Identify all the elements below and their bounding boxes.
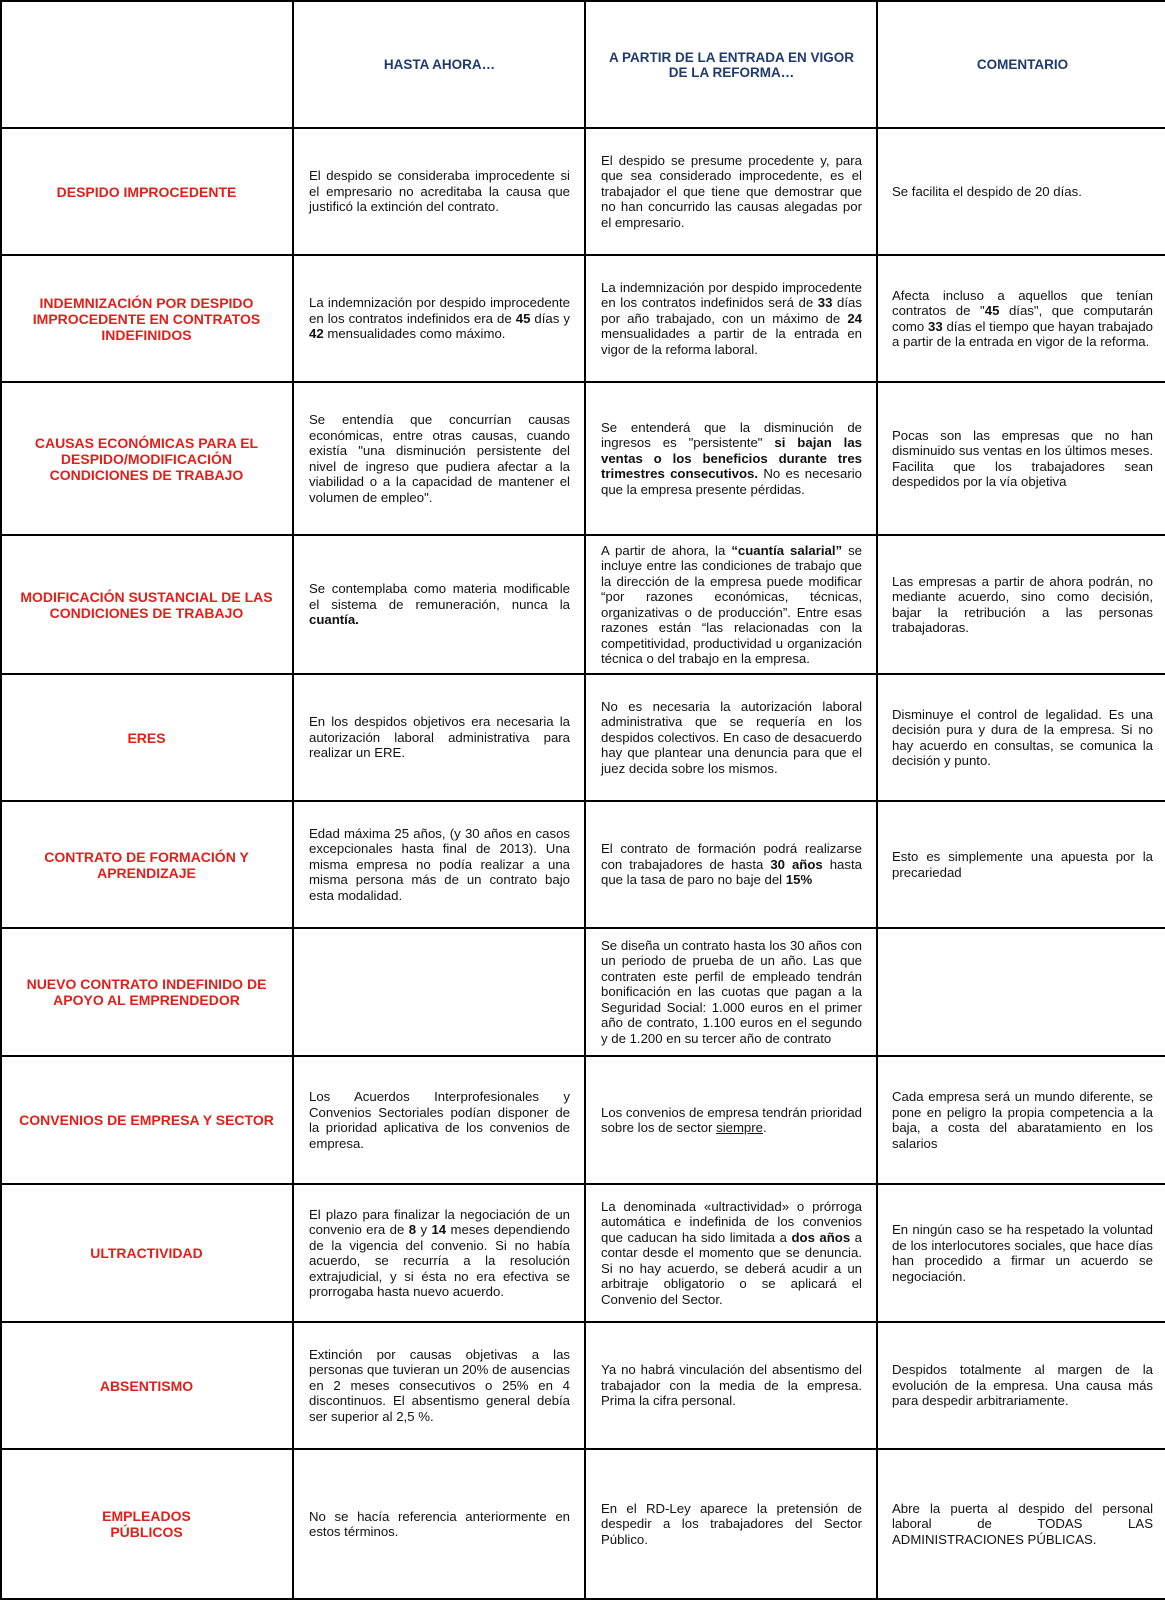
bold-run: 8 <box>408 1222 417 1237</box>
after-cell <box>587 383 877 534</box>
before-text <box>309 168 570 215</box>
before-cell <box>295 802 585 927</box>
row-title: CONTRATO DE FORMACIÓN Y APRENDIZAJE <box>44 848 249 881</box>
text-run: días por año trabajado, con un máximo de <box>601 295 862 326</box>
text-run: No se hacía referencia anteriormente en estos términos. <box>309 1508 570 1539</box>
before-text <box>309 295 570 342</box>
row-title: ULTRACTIVIDAD <box>90 1245 203 1261</box>
header-after: A PARTIR DE LA ENTRADA EN VIGOR DE LA REFORMA… <box>608 49 854 80</box>
text-run: El despido se consideraba improcedente si el empresario no acreditaba la causa que justificó la extinción del contrato. <box>309 168 570 215</box>
comment-text <box>892 1362 1153 1409</box>
comment-text <box>892 428 1153 490</box>
bold-run: “cuantía salarial” <box>731 542 843 558</box>
text-run: El contrato de formación podrá realizarse con trabajadores de hasta <box>601 841 862 872</box>
row-title-cell <box>0 256 293 381</box>
before-text <box>309 1347 570 1425</box>
underlined-run: siempre <box>716 1120 763 1135</box>
after-text <box>601 543 862 667</box>
text-run: En el RD-Ley aparece la pretensión de despedir a los trabajadores del Sector Público. <box>601 1500 862 1547</box>
row-title-cell <box>0 1057 293 1183</box>
row-title: CONVENIOS DE EMPRESA Y SECTOR <box>19 1112 274 1128</box>
text-run: Disminuye el control de legalidad. Es una decisión pura y dura de la empresa. Si no hay acuerdo en consultas, se comunica la decisión y punto. <box>892 706 1153 768</box>
before-cell <box>295 536 585 673</box>
after-cell <box>587 1057 877 1183</box>
text-run: Edad máxima 25 años, (y 30 años en casos excepcionales hasta final de 2013). Una misma empresa no podía realizar a una misma persona más de un contrato bajo esta modalidad. <box>309 825 570 903</box>
row-title: CAUSAS ECONÓMICAS PARA EL DESPIDO/MODIFICACIÓN CONDICIONES DE TRABAJO <box>34 434 259 483</box>
after-text <box>601 420 862 498</box>
row-title: ERES <box>127 729 166 746</box>
before-text <box>309 826 570 904</box>
text-run: Los Acuerdos Interprofesionales y Convenios Sectoriales podían disponer de la prioridad aplicativa de los convenios de empresa. <box>309 1089 570 1151</box>
comment-cell <box>879 129 1165 254</box>
text-run: Las empresas a partir de ahora podrán, no mediante acuerdo, sino como decisión, bajar la retribución a las personas trabajadoras. <box>892 573 1153 635</box>
row-title-cell <box>0 675 293 800</box>
comment-cell <box>879 802 1165 927</box>
text-run: días el tiempo que hayan trabajado a partir de la entrada en vigor de la reforma. <box>892 318 1153 349</box>
comment-cell <box>879 383 1165 534</box>
text-run: Se contemplaba como materia modificable el sistema de remuneración, nunca la <box>309 581 570 612</box>
comment-text <box>892 574 1153 636</box>
after-cell <box>587 129 877 254</box>
text-run: a contar desde el momento que se denuncia. Si no hay acuerdo, se deberá acudir a un arbitraje obligatorio o se aplicará el Convenio del Sector. <box>601 1229 862 1307</box>
text-run: Cada empresa será un mundo diferente, se pone en peligro la propia competencia a la baja, a costa del abaratamiento en los salarios <box>892 1089 1153 1151</box>
text-run: días", que computarán como <box>892 303 1154 334</box>
after-text <box>601 699 862 777</box>
after-cell <box>587 536 877 673</box>
after-text <box>601 1105 862 1136</box>
comment-cell <box>879 536 1165 673</box>
after-cell <box>587 675 877 800</box>
comment-text <box>892 1089 1153 1151</box>
text-run: A partir de ahora, la <box>601 542 732 558</box>
before-cell <box>295 1057 585 1183</box>
after-cell <box>587 1323 877 1448</box>
text-run: Se entenderá que la disminución de ingresos es "persistente" <box>601 419 862 451</box>
before-text <box>309 412 570 505</box>
before-text <box>309 714 570 761</box>
header-after-cell <box>587 0 877 129</box>
row-title-cell <box>0 1185 293 1321</box>
before-text <box>309 1509 570 1540</box>
bold-run: 33 <box>817 295 833 311</box>
after-text <box>601 841 862 888</box>
row-title: INDEMNIZACIÓN POR DESPIDO IMPROCEDENTE EN CONTRATOS INDEFINIDOS <box>32 294 261 343</box>
after-text <box>601 280 862 358</box>
row-title: EMPLEADOS PÚBLICOS <box>102 1508 191 1540</box>
comment-text <box>892 849 1153 880</box>
bold-run: 33 <box>928 318 943 334</box>
comment-cell <box>879 1057 1165 1183</box>
before-cell <box>295 1323 585 1448</box>
text-run: días y <box>530 310 570 326</box>
text-run: hasta que la tasa de paro no baje del <box>601 856 862 888</box>
row-title-cell <box>0 383 293 534</box>
text-run: Despidos totalmente al margen de la evolución de la empresa. Una causa más para despedir arbitrariamente. <box>892 1362 1153 1409</box>
bold-run: si bajan las ventas o los beneficios durante tres trimestres consecutivos. <box>601 435 862 482</box>
text-run: Los convenios de empresa tendrán prioridad sobre los de sector <box>601 1104 862 1135</box>
comment-text <box>892 184 1153 200</box>
text-run: y <box>416 1222 432 1237</box>
text-run: Abre la puerta al despido del personal laboral de TODAS LAS ADMINISTRACIONES PÚBLICAS. <box>892 1500 1153 1547</box>
bold-run: 15% <box>785 872 813 888</box>
header-empty-cell <box>0 0 293 129</box>
row-title-cell <box>0 1450 293 1598</box>
text-run: Se entendía que concurrían causas económicas, entre otras causas, cuando existía "una disminución persistente del nivel de ingreso que pudiera afectar a la viabilidad o a la capacidad de mantener el volumen de empleo". <box>309 412 570 505</box>
header-before: HASTA AHORA… <box>383 57 496 72</box>
row-title-cell <box>0 129 293 254</box>
comment-cell <box>879 1323 1165 1448</box>
text-run: mensualidades a partir de la entrada en vigor de la reforma laboral. <box>601 326 862 357</box>
row-title: MODIFICACIÓN SUSTANCIAL DE LAS CONDICIONES DE TRABAJO <box>20 588 273 621</box>
text-run: En los despidos objetivos era necesaria la autorización laboral administrativa para realizar un ERE. <box>309 714 570 761</box>
text-run: Esto es simplemente una apuesta por la precariedad <box>892 849 1153 880</box>
text-run: No es necesario que la empresa presente pérdidas. <box>601 466 862 497</box>
comment-text <box>892 288 1153 350</box>
before-cell <box>295 1185 585 1321</box>
header-comment-cell <box>879 0 1165 129</box>
text-run: Extinción por causas objetivas a las personas que tuvieran un 20% de ausencias en 2 meses consecutivos o 25% en 4 discontinuos. El absentismo general debía ser superior al 2,5 %. <box>309 1346 570 1424</box>
bold-run: 14 <box>431 1222 447 1237</box>
after-cell <box>587 1450 877 1598</box>
bold-run: 45 <box>984 303 1000 318</box>
after-text <box>601 1362 862 1409</box>
before-cell <box>295 256 585 381</box>
row-title-cell <box>0 929 293 1055</box>
text-run: La denominada «ultractividad» o prórroga automática e indefinida de los convenios que caducan ha sido limitada a <box>601 1198 862 1245</box>
bold-run: 45 <box>515 310 531 326</box>
text-run: Se diseña un contrato hasta los 30 años con un periodo de prueba de un año. Las que contraten este perfil de empleado tendrán bonificación en las cuotas que pagan a la Seguridad Social: 1.000 euros en el primer año de contrato, 1.100 euros en el segundo y de 1.200 en su tercer año de contrato <box>601 937 862 1046</box>
before-cell <box>295 129 585 254</box>
after-text <box>601 1199 862 1308</box>
text-run: se incluye entre las condiciones de trabajo que la dirección de la empresa puede modificar “por razones económicas, técnicas, organizativas o de producción”. Entre esas razones están “las relacionadas con la competitividad, productividad u organización técnica o del trabajo en la empresa. <box>601 542 863 666</box>
text-run: Afecta incluso a aquellos que tenían contratos de " <box>892 287 1153 318</box>
comment-cell <box>879 675 1165 800</box>
bold-run: 24 <box>847 310 862 326</box>
text-run: mensualidades como máximo. <box>323 326 506 342</box>
row-title-cell <box>0 802 293 927</box>
bold-run: 30 años <box>770 856 823 872</box>
comment-text <box>892 707 1153 769</box>
comment-text <box>892 1222 1153 1284</box>
text-run: No es necesaria la autorización laboral administrativa que se requería en los despidos colectivos. En caso de desacuerdo hay que plantear una denuncia para que el juez decida sobre los mismos. <box>601 698 862 776</box>
bold-run: dos años <box>791 1229 851 1245</box>
before-cell <box>295 383 585 534</box>
text-run: La indemnización por despido improcedente en los contratos indefinidos será de <box>601 279 862 311</box>
before-cell <box>295 675 585 800</box>
text-run: Pocas son las empresas que no han disminuido sus ventas en los últimos meses. Facilita que los trabajadores sean despedidos por la vía objetiva <box>892 427 1153 489</box>
after-cell <box>587 1185 877 1321</box>
after-text <box>601 1501 862 1548</box>
row-title: NUEVO CONTRATO INDEFINIDO DE APOYO AL EMPRENDEDOR <box>26 976 267 1008</box>
text-run: El plazo para finalizar la negociación de un convenio era de <box>309 1206 570 1237</box>
before-text <box>309 1089 570 1151</box>
comment-text <box>892 1501 1153 1548</box>
bold-run: cuantía. <box>309 612 359 628</box>
text-run: . <box>763 1120 767 1135</box>
text-run: El despido se presume procedente y, para que sea considerado improcedente, es el trabajador el que tiene que demostrar que no han concurrido las causas alegadas por el empresario. <box>601 152 862 230</box>
comment-cell <box>879 929 1165 1055</box>
after-text <box>601 938 862 1047</box>
header-comment: COMENTARIO <box>976 57 1069 72</box>
before-text <box>309 1207 570 1300</box>
after-cell <box>587 256 877 381</box>
row-title: DESPIDO IMPROCEDENTE <box>56 183 237 200</box>
bold-run: 42 <box>309 326 324 342</box>
grid-line <box>0 0 1165 2</box>
text-run: En ningún caso se ha respetado la voluntad de los interlocutores sociales, que hace días han procedido a firmar un acuerdo se negociación. <box>892 1222 1153 1284</box>
text-run: meses dependiendo de la vigencia del convenio. Si no había acuerdo, se recurría a la resolución extrajudicial, y si ésta no era efectiva se prorrogaba hasta nuevo acuerdo. <box>309 1222 571 1299</box>
row-title-cell <box>0 536 293 673</box>
comment-cell <box>879 256 1165 381</box>
comment-cell <box>879 1450 1165 1598</box>
text-run: Se facilita el despido de 20 días. <box>892 183 1082 199</box>
after-cell <box>587 802 877 927</box>
before-cell <box>295 929 585 1055</box>
after-text <box>601 153 862 231</box>
after-cell <box>587 929 877 1055</box>
text-run: Ya no habrá vinculación del absentismo del trabajador con la media de la empresa. Prima la cifra personal. <box>601 1362 862 1409</box>
comment-cell <box>879 1185 1165 1321</box>
header-before-cell <box>295 0 585 129</box>
text-run: La indemnización por despido improcedente en los contratos indefinidos era de <box>309 295 570 326</box>
before-cell <box>295 1450 585 1598</box>
row-title: ABSENTISMO <box>99 1377 194 1394</box>
row-title-cell <box>0 1323 293 1448</box>
before-text <box>309 581 570 628</box>
